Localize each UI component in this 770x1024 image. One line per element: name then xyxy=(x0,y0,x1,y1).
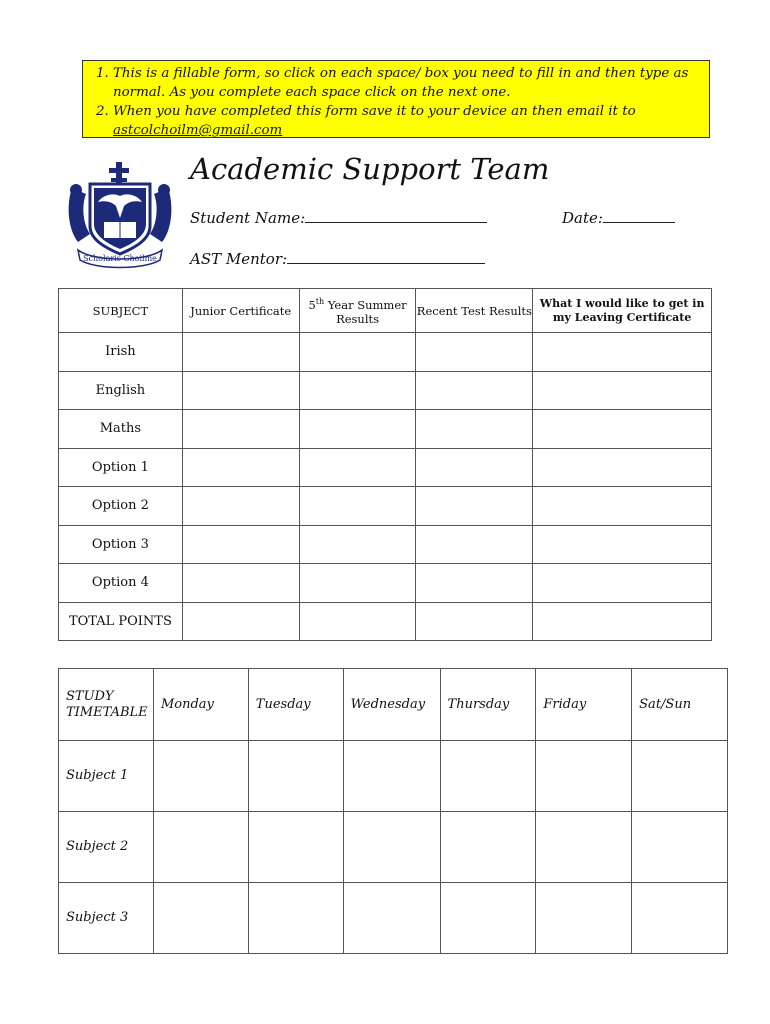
timetable-cell[interactable] xyxy=(248,812,343,883)
junior-input[interactable] xyxy=(182,333,299,372)
timetable-cell[interactable] xyxy=(632,883,728,954)
goal-input[interactable] xyxy=(533,525,712,564)
instruction-1: 1. This is a fillable form, so click on each space/ box you need to fill in and then type as normal. As you complete each space click on the next one. xyxy=(113,64,701,102)
instructions-box xyxy=(82,60,710,138)
timetable-cell[interactable] xyxy=(153,812,248,883)
timetable-cell[interactable] xyxy=(440,883,536,954)
table-row xyxy=(59,410,712,449)
results-table xyxy=(58,288,712,641)
day-monday: Monday xyxy=(153,669,248,741)
timetable-cell[interactable] xyxy=(632,741,728,812)
crest-motto: Scholaris Choilme xyxy=(83,254,157,263)
recent-test-input[interactable] xyxy=(416,487,533,526)
timetable-cell[interactable] xyxy=(440,812,536,883)
junior-total-input[interactable] xyxy=(182,602,299,641)
subject-label: Option 1 xyxy=(59,448,183,487)
header-recent-test: Recent Test Results xyxy=(416,289,533,333)
timetable-cell[interactable] xyxy=(248,883,343,954)
table-row xyxy=(59,812,728,883)
table-row xyxy=(59,564,712,603)
fifth-year-total-input[interactable] xyxy=(299,602,416,641)
recent-test-input[interactable] xyxy=(416,333,533,372)
table-row xyxy=(59,333,712,372)
results-header-row xyxy=(59,289,712,333)
date-field[interactable]: Date: xyxy=(562,208,675,227)
timetable-cell[interactable] xyxy=(343,812,440,883)
fifth-year-input[interactable] xyxy=(299,410,416,449)
table-row xyxy=(59,487,712,526)
timetable-cell[interactable] xyxy=(343,741,440,812)
timetable-cell[interactable] xyxy=(536,883,632,954)
subject-label: English xyxy=(59,371,183,410)
table-row xyxy=(59,602,712,641)
junior-input[interactable] xyxy=(182,525,299,564)
header-fifth-year: 5th Year Summer Results xyxy=(299,289,416,333)
day-tuesday: Tuesday xyxy=(248,669,343,741)
total-points-label: TOTAL POINTS xyxy=(59,602,183,641)
header-goal: What I would like to get in my Leaving Certificate xyxy=(533,289,712,333)
goal-total-input[interactable] xyxy=(533,602,712,641)
fifth-year-input[interactable] xyxy=(299,371,416,410)
timetable-cell[interactable] xyxy=(248,741,343,812)
recent-test-input[interactable] xyxy=(416,410,533,449)
junior-input[interactable] xyxy=(182,371,299,410)
recent-test-input[interactable] xyxy=(416,448,533,487)
ast-mentor-field[interactable]: AST Mentor: xyxy=(190,249,485,268)
goal-input[interactable] xyxy=(533,448,712,487)
timetable-cell[interactable] xyxy=(153,883,248,954)
fifth-year-input[interactable] xyxy=(299,525,416,564)
goal-input[interactable] xyxy=(533,487,712,526)
fifth-year-input[interactable] xyxy=(299,333,416,372)
timetable-cell[interactable] xyxy=(632,812,728,883)
recent-test-input[interactable] xyxy=(416,564,533,603)
day-thursday: Thursday xyxy=(440,669,536,741)
timetable-cell[interactable] xyxy=(153,741,248,812)
study-timetable xyxy=(58,668,728,954)
day-friday: Friday xyxy=(536,669,632,741)
timetable-subject-label: Subject 2 xyxy=(59,812,154,883)
timetable-label: STUDY TIMETABLE xyxy=(59,669,154,741)
email-link[interactable]: astcolchoilm@gmail.com xyxy=(113,123,283,138)
subject-label: Irish xyxy=(59,333,183,372)
timetable-subject-label: Subject 1 xyxy=(59,741,154,812)
timetable-cell[interactable] xyxy=(440,741,536,812)
fifth-year-input[interactable] xyxy=(299,448,416,487)
junior-input[interactable] xyxy=(182,448,299,487)
timetable-subject-label: Subject 3 xyxy=(59,883,154,954)
recent-test-input[interactable] xyxy=(416,371,533,410)
day-sat-sun: Sat/Sun xyxy=(632,669,728,741)
goal-input[interactable] xyxy=(533,333,712,372)
goal-input[interactable] xyxy=(533,371,712,410)
goal-input[interactable] xyxy=(533,410,712,449)
fifth-year-input[interactable] xyxy=(299,564,416,603)
table-row xyxy=(59,448,712,487)
page-title: Academic Support Team xyxy=(190,152,550,186)
header-junior: Junior Certificate xyxy=(182,289,299,333)
junior-input[interactable] xyxy=(182,410,299,449)
subject-label: Option 3 xyxy=(59,525,183,564)
day-wednesday: Wednesday xyxy=(343,669,440,741)
table-row xyxy=(59,883,728,954)
timetable-cell[interactable] xyxy=(536,812,632,883)
table-row xyxy=(59,741,728,812)
timetable-cell[interactable] xyxy=(343,883,440,954)
subject-label: Option 2 xyxy=(59,487,183,526)
goal-input[interactable] xyxy=(533,564,712,603)
timetable-cell[interactable] xyxy=(536,741,632,812)
recent-test-total-input[interactable] xyxy=(416,602,533,641)
instruction-2: 2. When you have completed this form save it to your device an then email it to astcolchoilm@gmail.com xyxy=(113,102,701,140)
subject-label: Option 4 xyxy=(59,564,183,603)
junior-input[interactable] xyxy=(182,487,299,526)
table-row xyxy=(59,525,712,564)
junior-input[interactable] xyxy=(182,564,299,603)
timetable-header-row xyxy=(59,669,728,741)
fifth-year-input[interactable] xyxy=(299,487,416,526)
student-name-field[interactable]: Student Name: xyxy=(190,208,487,227)
header-subject: SUBJECT xyxy=(59,289,183,333)
school-crest-icon xyxy=(64,160,176,270)
subject-label: Maths xyxy=(59,410,183,449)
table-row xyxy=(59,371,712,410)
recent-test-input[interactable] xyxy=(416,525,533,564)
